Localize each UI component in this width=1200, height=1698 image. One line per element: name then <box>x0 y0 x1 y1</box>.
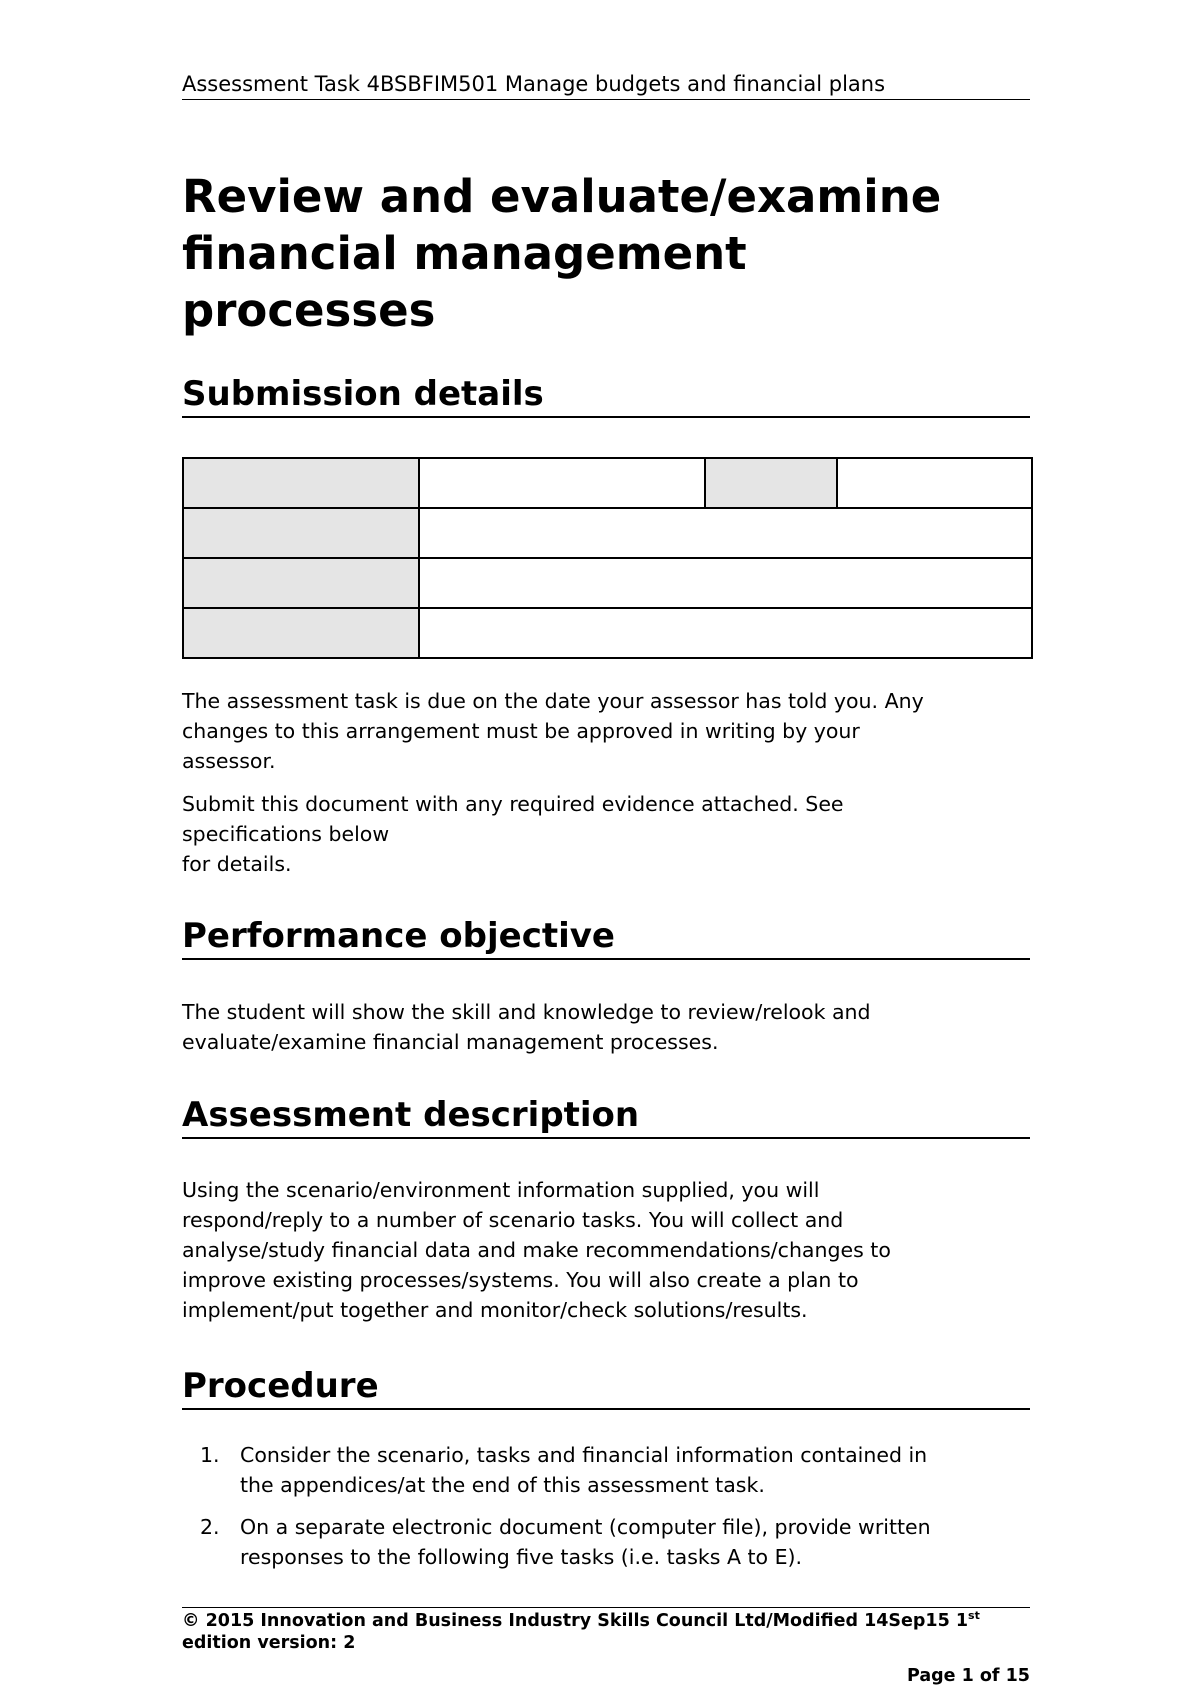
table-label-cell <box>183 558 419 608</box>
list-item-line: Consider the scenario, tasks and financial information contained in <box>240 1443 928 1467</box>
paragraph-line: for details. <box>182 852 292 876</box>
paragraph-line: analyse/study financial data and make recommendations/changes to <box>182 1238 891 1262</box>
submission-details-table <box>182 457 1033 659</box>
paragraph-line: The assessment task is due on the date your assessor has told you. Any <box>182 689 924 713</box>
table-label-cell <box>183 508 419 558</box>
list-item <box>182 1440 1030 1500</box>
table-row <box>183 508 1032 558</box>
due-date-paragraph <box>182 686 1030 776</box>
paragraph-line: specifications below <box>182 822 390 846</box>
paragraph-line: The student will show the skill and knowledge to review/relook and <box>182 1000 871 1024</box>
title-line: Review and evaluate/examine <box>182 170 942 223</box>
page-number: Page 1 of 15 <box>906 1666 1030 1686</box>
paragraph-line: improve existing processes/systems. You will also create a plan to <box>182 1268 859 1292</box>
running-header: Assessment Task 4BSBFIM501 Manage budgets and financial plans <box>182 70 1030 100</box>
footer-edition-line: edition version: 2 <box>182 1633 356 1653</box>
paragraph-line: Using the scenario/environment information supplied, you will <box>182 1178 820 1202</box>
list-item-number: 2. <box>200 1515 220 1539</box>
submission-details-heading: Submission details <box>182 372 1030 418</box>
document-title <box>182 168 1030 339</box>
table-input-cell[interactable] <box>837 458 1032 508</box>
table-input-cell[interactable] <box>419 558 1032 608</box>
table-input-cell[interactable] <box>419 508 1032 558</box>
assessment-description-paragraph <box>182 1175 1030 1325</box>
footer-copyright-line <box>182 1610 1030 1632</box>
paragraph-line: implement/put together and monitor/check solutions/results. <box>182 1298 808 1322</box>
title-line: financial management <box>182 227 747 280</box>
table-row <box>183 608 1032 658</box>
list-item-line: the appendices/at the end of this assessment task. <box>240 1473 765 1497</box>
table-input-cell[interactable] <box>419 608 1032 658</box>
paragraph-line: Submit this document with any required evidence attached. See <box>182 792 844 816</box>
page-footer <box>182 1607 1030 1654</box>
paragraph-line: evaluate/examine financial management processes. <box>182 1030 719 1054</box>
title-line: processes <box>182 284 436 337</box>
paragraph-line: changes to this arrangement must be approved in writing by your <box>182 719 860 743</box>
table-label-cell <box>183 608 419 658</box>
table-label-cell <box>183 458 419 508</box>
list-item-line: On a separate electronic document (computer file), provide written <box>240 1515 931 1539</box>
paragraph-line: respond/reply to a number of scenario tasks. You will collect and <box>182 1208 844 1232</box>
performance-objective-paragraph <box>182 997 1030 1057</box>
assessment-description-heading: Assessment description <box>182 1093 1030 1139</box>
list-item-number: 1. <box>200 1443 220 1467</box>
paragraph-line: assessor. <box>182 749 276 773</box>
footer-copyright-text: © 2015 Innovation and Business Industry Skills Council Ltd/Modified 14Sep15 1 <box>182 1611 969 1631</box>
list-item-line: responses to the following five tasks (i.e. tasks A to E). <box>240 1545 803 1569</box>
table-label-cell <box>705 458 837 508</box>
procedure-heading: Procedure <box>182 1364 1030 1410</box>
performance-objective-heading: Performance objective <box>182 914 1030 960</box>
submit-instructions-paragraph <box>182 789 1030 879</box>
table-row <box>183 558 1032 608</box>
table-input-cell[interactable] <box>419 458 705 508</box>
table-row <box>183 458 1032 508</box>
list-item <box>182 1512 1030 1572</box>
footer-superscript: st <box>968 1609 980 1622</box>
procedure-list <box>182 1440 1030 1584</box>
